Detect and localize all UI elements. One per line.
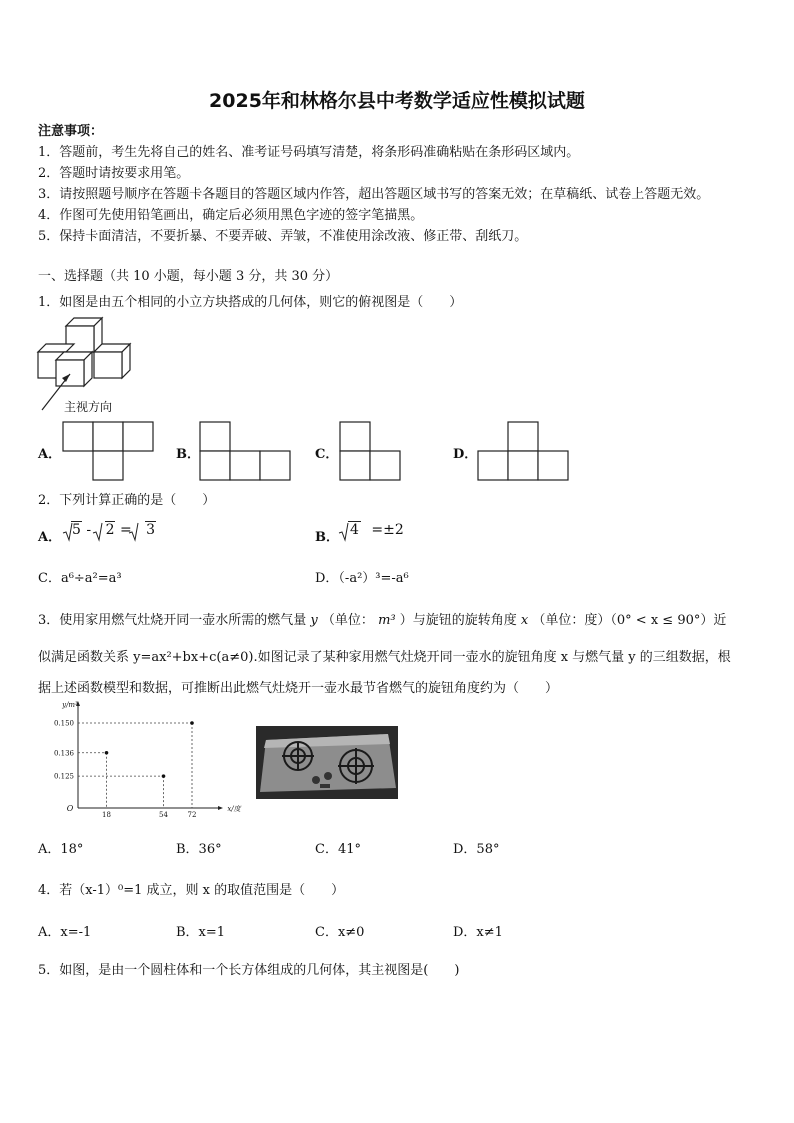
- option-b: B．36°: [176, 842, 222, 857]
- radicand: 4: [350, 522, 359, 538]
- option-a: A．18°: [38, 842, 84, 857]
- notice-item: 3．请按照题号顺序在答题卡各题目的答题区域内作答，超出答题区域书写的答案无效；在草稿纸、试卷上答题无效。: [38, 187, 710, 202]
- unit: m³: [378, 613, 396, 628]
- notice-item: 5．保持卡面清洁，不要折暴、不要弄破、弄皱，不准使用涂改液、修正带、刮纸刀。: [38, 229, 528, 244]
- origin-label: O: [66, 804, 74, 813]
- text: （单位：度）（0° < x ≤ 90°）近: [532, 613, 727, 628]
- text: ）与旋钮的旋转角度: [399, 613, 517, 628]
- question-4-stem: 4．若（x-1）⁰=1 成立，则 x 的取值范围是（ ）: [38, 883, 345, 898]
- option-label-b: B．: [176, 447, 200, 462]
- view-direction-label: 主视方向: [64, 400, 113, 414]
- radical-sign: [338, 522, 352, 542]
- x-axis-arrow: [218, 806, 223, 810]
- radicand: 3: [146, 522, 156, 538]
- text: （单位：: [321, 613, 374, 628]
- text: 3．使用家用燃气灶烧开同一壶水所需的燃气量: [38, 613, 307, 628]
- option-d: D．（-a²）³=-a⁶: [315, 571, 409, 586]
- option-a-figure: [62, 421, 154, 481]
- notice-item: 4．作图可先使用铅笔画出，确定后必须用黑色字迹的签字笔描黑。: [38, 208, 424, 223]
- question-5-stem: 5．如图，是由一个圆柱体和一个长方体组成的几何体，其主视图是( ): [38, 963, 460, 978]
- question-1-stem: 1．如图是由五个相同的小立方块搭成的几何体，则它的俯视图是（ ）: [38, 295, 463, 310]
- stove-photo: [256, 726, 398, 799]
- y-tick-label: 0.136: [53, 749, 74, 758]
- operator: -: [86, 522, 92, 538]
- x-axis-label: x/度: [227, 805, 241, 813]
- operator: =: [119, 522, 132, 538]
- option-label-a: A．: [38, 530, 62, 545]
- option-a: A．x=-1: [38, 925, 92, 940]
- notice-heading: 注意事项：: [38, 124, 104, 139]
- option-c: C．41°: [315, 842, 361, 857]
- notice-item: 2．答题时请按要求用笔。: [38, 166, 190, 181]
- option-label-c: C．: [315, 447, 339, 462]
- notice-item: 1．答题前，考生先将自己的姓名、准考证号码填写清楚，将条形码准确粘贴在条形码区域内。: [38, 145, 580, 160]
- radicand: 2: [105, 522, 115, 538]
- radical-signs: [62, 522, 152, 542]
- option-label-d: D．: [453, 447, 478, 462]
- y-tick-label: 0.150: [53, 719, 74, 728]
- question-3-line-1: [38, 609, 726, 628]
- x-tick-label: 72: [187, 811, 197, 819]
- data-point: [105, 751, 109, 755]
- question-3-line-3: 据上述函数模型和数据，可推断出此燃气灶烧开一壶水最节省燃气的旋钮角度约为（ ）: [38, 681, 559, 696]
- option-d-figure: [477, 421, 569, 481]
- data-point: [162, 774, 166, 778]
- option-d: D．x≠1: [453, 925, 503, 940]
- option-b: B．x=1: [176, 925, 226, 940]
- y-axis-label: y/m³: [62, 701, 78, 709]
- var-y: y: [310, 613, 318, 628]
- question-3-line-2: 似满足函数关系 y=ax²+bx+c(a≠0).如图记录了某种家用燃气灶烧开同一壶水的旋钮角度 x 与燃气量 y 的三组数据，根: [38, 650, 731, 665]
- data-point: [190, 721, 194, 725]
- option-c-figure: [339, 421, 401, 481]
- section-heading: 一、选择题（共 10 小题，每小题 3 分，共 30 分）: [38, 269, 339, 284]
- radicand: 5: [72, 522, 81, 538]
- var-x: x: [520, 613, 529, 628]
- option-c: C．x≠0: [315, 925, 365, 940]
- y-tick-label: 0.125: [53, 772, 74, 781]
- question-2-stem: 2．下列计算正确的是（ ）: [38, 493, 216, 508]
- option-label-a: A．: [38, 447, 62, 462]
- x-tick-label: 54: [159, 811, 168, 819]
- option-c: C．a⁶÷a²=a³: [38, 571, 122, 586]
- result: =±2: [371, 522, 404, 538]
- gas-chart: [40, 700, 240, 825]
- page-title: 2025年和林格尔县中考数学适应性模拟试题: [209, 90, 585, 112]
- option-label-b: B．: [315, 530, 339, 545]
- option-b-figure: [199, 421, 291, 481]
- option-d: D．58°: [453, 842, 500, 857]
- x-tick-label: 18: [102, 811, 111, 819]
